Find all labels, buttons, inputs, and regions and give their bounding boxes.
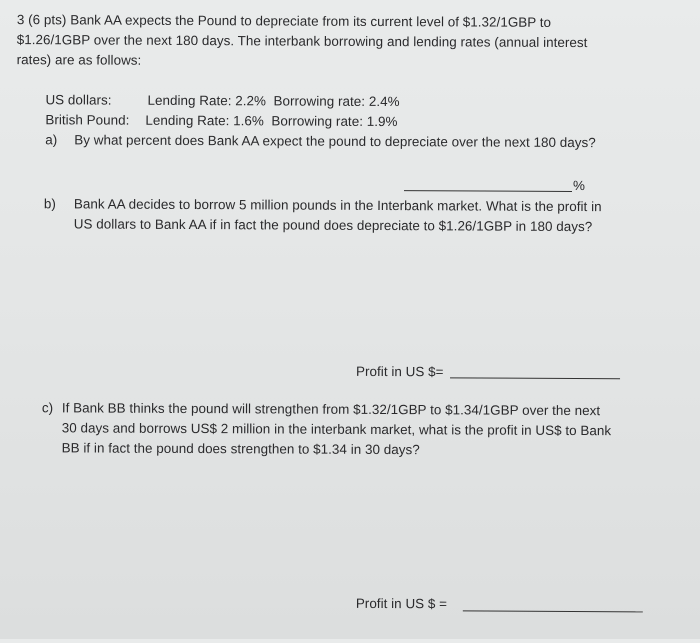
- part-a-unit: %: [572, 178, 586, 194]
- part-c-answer-blank[interactable]: [463, 610, 643, 612]
- intro-line-1: 3 (6 pts) Bank AA expects the Pound to depreciate from its current level of $1.32/1GBP to: [16, 12, 552, 30]
- intro-line-3: rates) are as follows:: [16, 52, 142, 68]
- rate-row-british: [45, 112, 397, 129]
- part-b-marker: b): [43, 196, 56, 212]
- part-b-answer-label: Profit in US $=: [356, 363, 444, 380]
- part-c-marker: c): [41, 400, 54, 416]
- rate-borrowing-us: Borrowing rate: 2.4%: [273, 93, 400, 110]
- part-c-line-3: BB if in fact the pound does strengthen to $1.34 in 30 days?: [61, 440, 420, 458]
- rate-lending-british: Lending Rate: 1.6%: [145, 112, 264, 129]
- rate-label-british: British Pound:: [45, 112, 130, 128]
- part-a-marker: a): [45, 132, 58, 148]
- part-c-line-2: 30 days and borrows US$ 2 million in the interbank market, what is the profit in US$ to Bank: [61, 420, 612, 439]
- rate-row-us: [45, 92, 399, 109]
- part-b-answer-blank[interactable]: [450, 377, 620, 379]
- part-c-answer-label: Profit in US $ =: [355, 595, 448, 612]
- part-a-answer-blank[interactable]: [404, 190, 572, 192]
- rate-label-us: US dollars:: [45, 92, 112, 108]
- part-b-line-2: US dollars to Bank AA if in fact the pound does depreciate to $1.26/1GBP in 180 days?: [73, 216, 593, 235]
- part-b-line-1: Bank AA decides to borrow 5 million pounds in the Interbank market. What is the profit in: [73, 196, 602, 215]
- intro-line-2: $1.26/1GBP over the next 180 days. The interbank borrowing and lending rates (annual interest: [16, 32, 588, 51]
- part-c-line-1: If Bank BB thinks the pound will strengthen from $1.32/1GBP to $1.34/1GBP over the next: [61, 400, 601, 419]
- rate-borrowing-british: Borrowing rate: 1.9%: [271, 113, 398, 130]
- part-a-question: By what percent does Bank AA expect the pound to depreciate over the next 180 days?: [74, 132, 596, 151]
- rate-lending-us: Lending Rate: 2.2%: [147, 92, 267, 109]
